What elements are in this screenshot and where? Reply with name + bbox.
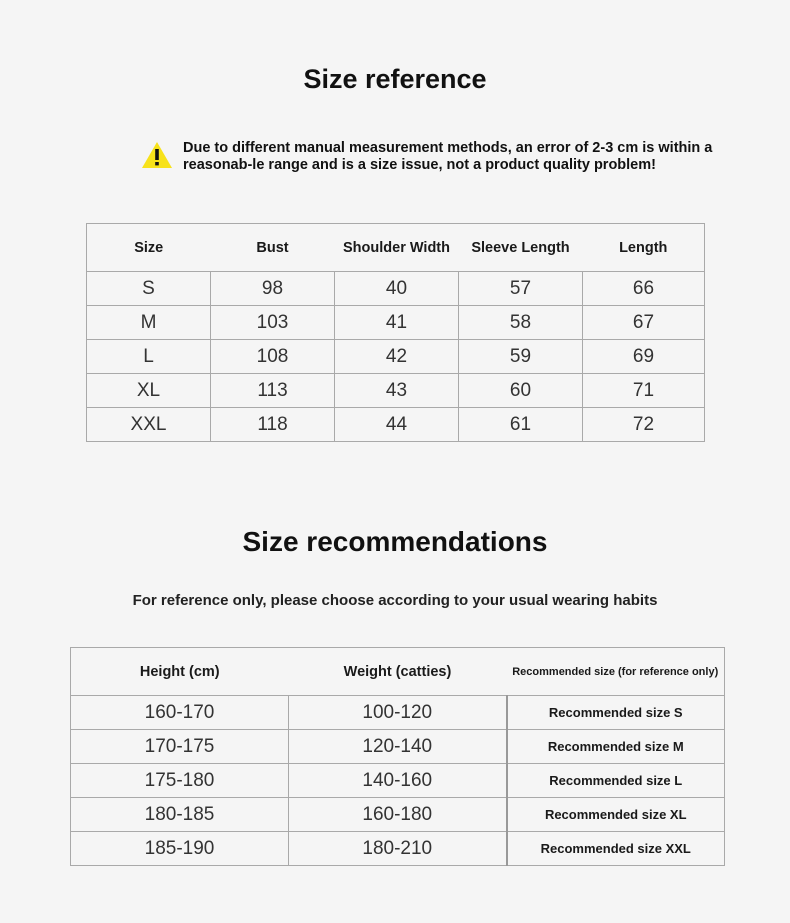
table-row: [71, 764, 725, 798]
cell-recommended-size: Recommended size XXL: [507, 832, 725, 866]
cell-bust: 113: [211, 374, 335, 408]
cell-size: S: [87, 272, 211, 306]
cell-height: 185-190: [71, 832, 289, 866]
cell-height: 180-185: [71, 798, 289, 832]
cell-weight: 100-120: [289, 696, 507, 730]
cell-shoulder-width: 44: [335, 408, 459, 442]
cell-bust: 108: [211, 340, 335, 374]
size-recommendations-title: Size recommendations: [242, 526, 548, 557]
cell-size: L: [87, 340, 211, 374]
cell-weight: 140-160: [289, 764, 507, 798]
cell-height: 170-175: [71, 730, 289, 764]
cell-shoulder-width: 42: [335, 340, 459, 374]
cell-weight: 120-140: [289, 730, 507, 764]
cell-bust: 118: [211, 408, 335, 442]
cell-sleeve-length: 59: [459, 340, 583, 374]
cell-height: 175-180: [71, 764, 289, 798]
cell-length: 66: [583, 272, 705, 306]
header-weight: Weight (catties): [289, 648, 507, 696]
cell-sleeve-length: 57: [459, 272, 583, 306]
table-row: [71, 696, 725, 730]
table-header-row: [71, 648, 725, 696]
cell-recommended-size: Recommended size L: [507, 764, 725, 798]
header-height: Height (cm): [71, 648, 289, 696]
table-row: [87, 408, 705, 442]
cell-shoulder-width: 41: [335, 306, 459, 340]
cell-sleeve-length: 58: [459, 306, 583, 340]
warning-triangle-icon: [140, 140, 174, 170]
size-reference-title: Size reference: [303, 64, 487, 94]
cell-length: 67: [583, 306, 705, 340]
cell-sleeve-length: 61: [459, 408, 583, 442]
cell-size: M: [87, 306, 211, 340]
cell-bust: 98: [211, 272, 335, 306]
cell-weight: 180-210: [289, 832, 507, 866]
warning-text: Due to different manual measurement methods, an error of 2-3 cm is within a reasonab-le range and is a size issue, not a product quality problem!: [183, 140, 713, 173]
table-row: [71, 832, 725, 866]
cell-length: 71: [583, 374, 705, 408]
header-sleeve-length: Sleeve Length: [459, 224, 583, 272]
cell-length: 72: [583, 408, 705, 442]
size-recommendations-table: [70, 647, 725, 866]
table-row: [71, 798, 725, 832]
table-row: [87, 340, 705, 374]
measurement-warning: [140, 140, 785, 174]
cell-length: 69: [583, 340, 705, 374]
cell-size: XXL: [87, 408, 211, 442]
table-row: [87, 374, 705, 408]
header-size: Size: [87, 224, 211, 272]
header-bust: Bust: [211, 224, 335, 272]
cell-recommended-size: Recommended size S: [507, 696, 725, 730]
cell-sleeve-length: 60: [459, 374, 583, 408]
header-recommended-size: Recommended size (for reference only): [507, 648, 725, 696]
cell-height: 160-170: [71, 696, 289, 730]
cell-recommended-size: Recommended size XL: [507, 798, 725, 832]
table-row: [71, 730, 725, 764]
cell-size: XL: [87, 374, 211, 408]
table-header-row: [87, 224, 705, 272]
cell-weight: 160-180: [289, 798, 507, 832]
table-row: [87, 272, 705, 306]
cell-bust: 103: [211, 306, 335, 340]
cell-shoulder-width: 43: [335, 374, 459, 408]
cell-recommended-size: Recommended size M: [507, 730, 725, 764]
cell-shoulder-width: 40: [335, 272, 459, 306]
header-length: Length: [583, 224, 705, 272]
recommendations-subtitle: For reference only, please choose according to your usual wearing habits: [132, 592, 658, 609]
table-row: [87, 306, 705, 340]
header-shoulder-width: Shoulder Width: [335, 224, 459, 272]
size-reference-table: [86, 223, 705, 442]
